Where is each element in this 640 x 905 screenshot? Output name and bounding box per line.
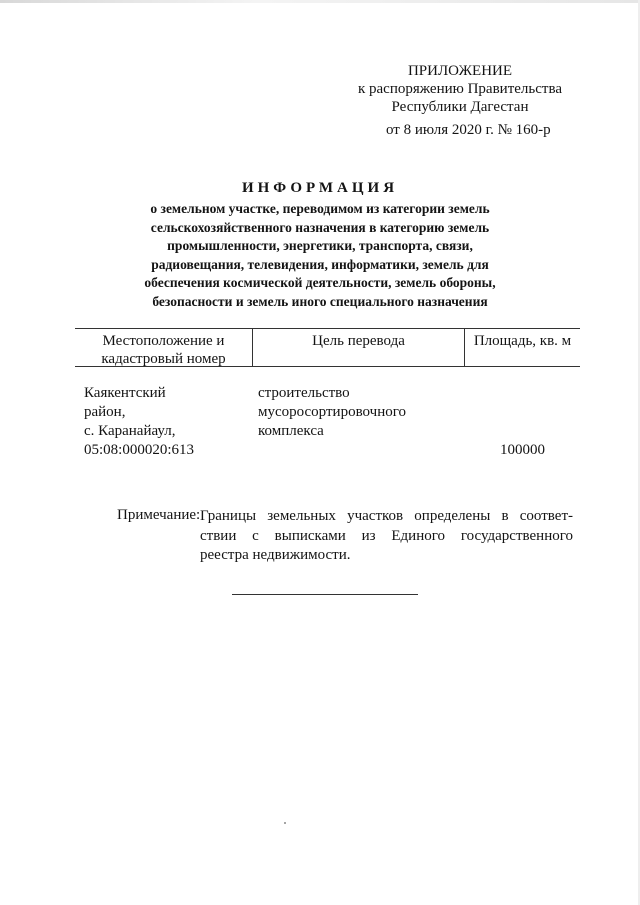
note-line: ствии с выписками из Единого государственного	[200, 527, 573, 544]
cell-location	[84, 384, 194, 460]
cadastral-number: 05:08:000020:613	[84, 442, 195, 458]
header-purpose: Цель перевода	[312, 333, 405, 349]
appendix-block	[330, 62, 590, 116]
appendix-date: от 8 июля 2020 г. № 160-р	[386, 122, 551, 138]
location-line: Каякентский	[84, 385, 166, 401]
subtitle-line: сельскохозяйственного назначения в категорию земель	[150, 219, 490, 235]
appendix-republic-line: Республики Дагестан	[391, 99, 529, 115]
scan-speck	[284, 822, 286, 824]
header-location	[75, 332, 252, 368]
header-location-line: Местоположение и	[102, 333, 225, 349]
header-area: Площадь, кв. м	[473, 333, 572, 349]
cell-purpose	[258, 384, 406, 441]
separator-line	[232, 594, 418, 595]
subtitle-line: обеспечения космической деятельности, земель обороны,	[144, 275, 496, 291]
location-line: район,	[84, 404, 126, 420]
appendix-order-line: к распоряжению Правительства	[357, 81, 562, 97]
cell-area: 100000	[500, 442, 545, 458]
purpose-line: строительство	[258, 385, 350, 401]
note-label: Примечание:	[117, 507, 201, 523]
purpose-line: мусоросортировочного	[258, 404, 407, 420]
document-title: ИНФОРМАЦИЯ	[241, 180, 399, 196]
note-line: реестра недвижимости.	[200, 547, 351, 563]
scan-edge-top	[0, 0, 640, 3]
subtitle-line: безопасности и земель иного специального назначения	[152, 293, 488, 309]
document-subtitle	[80, 200, 560, 312]
purpose-line: комплекса	[258, 423, 324, 439]
location-line: с. Каранайаул,	[84, 423, 176, 439]
note-line: Границы земельных участков определены в соответ-	[200, 508, 573, 524]
subtitle-line: о земельном участке, переводимом из категории земель	[150, 201, 490, 216]
header-location-line: кадастровый номер	[101, 351, 226, 367]
subtitle-line: промышленности, энергетики, транспорта, связи,	[167, 238, 473, 254]
subtitle-line: радиовещания, телевидения, информатики, земель для	[151, 256, 489, 272]
appendix-heading: ПРИЛОЖЕНИЕ	[407, 63, 513, 79]
table-header	[75, 328, 580, 367]
note-text	[200, 507, 573, 566]
